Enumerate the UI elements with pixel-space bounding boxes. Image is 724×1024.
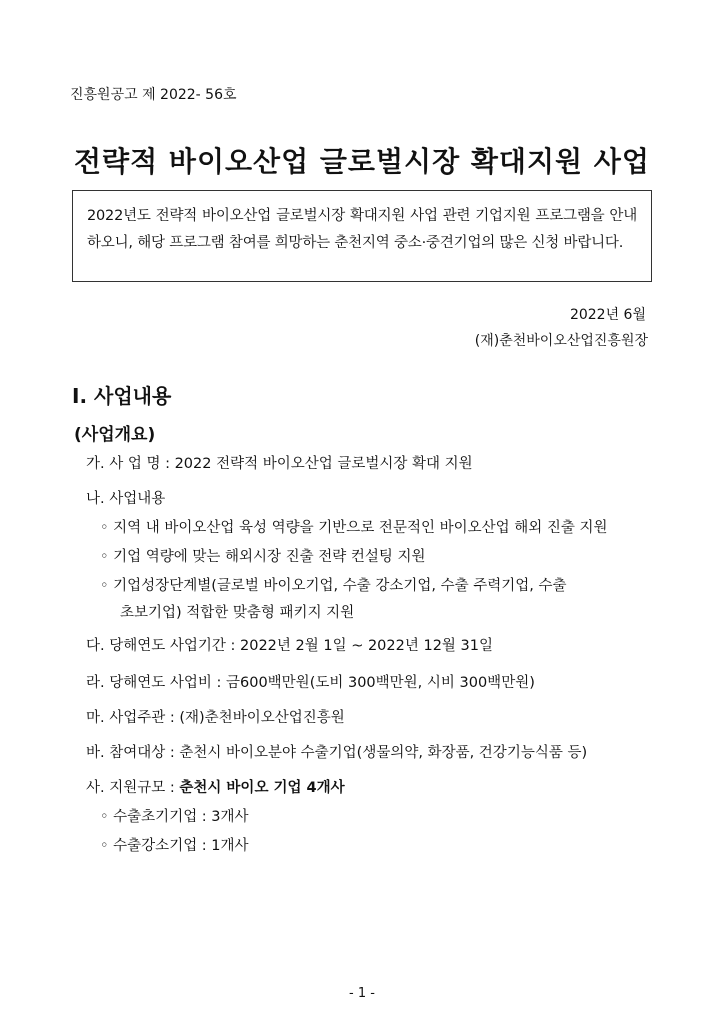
item-sa-label: 사. 지원규모 : [86, 780, 180, 796]
item-ma: 마. 사업주관 : (재)춘천바이오산업진흥원 [86, 710, 345, 726]
sa-bullet: ◦ 수출강소기업 : 1개사 [100, 838, 249, 854]
item-sa [86, 776, 345, 797]
sa-bullet: ◦ 수출초기기업 : 3개사 [100, 809, 249, 825]
notice-date: 2022년 6월 [569, 307, 646, 323]
item-ba: 바. 참여대상 : 춘천시 바이오분야 수출기업(생물의약, 화장품, 건강기능식품 등) [86, 745, 588, 761]
na-bullet: ◦ 기업 역량에 맞는 해외시장 진출 전략 컨설팅 지원 [100, 549, 426, 565]
notice-number: 진흥원공고 제 2022- 56호 [70, 87, 237, 103]
intro-box: 2022년도 전략적 바이오산업 글로벌시장 확대지원 사업 관련 기업지원 프로그램을 안내하오니, 해당 프로그램 참여를 희망하는 춘천지역 중소·중견기업의 많은 신청 바랍니다. [72, 190, 652, 282]
na-bullet: ◦ 기업성장단계별(글로벌 바이오기업, 수출 강소기업, 수출 주력기업, 수출 [100, 578, 567, 594]
item-da: 다. 당해연도 사업기간 : 2022년 2월 1일 ~ 2022년 12월 31일 [86, 638, 493, 654]
item-ga: 가. 사 업 명 : 2022 전략적 바이오산업 글로벌시장 확대 지원 [86, 456, 473, 472]
subsection-title: (사업개요) [74, 425, 156, 445]
page-title: 전략적 바이오산업 글로벌시장 확대지원 사업 [74, 145, 650, 178]
na-bullet-continuation: 초보기업) 적합한 맞춤형 패키지 지원 [120, 605, 355, 621]
issuing-organization: (재)춘천바이오산업진흥원장 [474, 333, 648, 349]
item-sa-value: 춘천시 바이오 기업 4개사 [179, 780, 345, 796]
na-bullet: ◦ 지역 내 바이오산업 육성 역량을 기반으로 전문적인 바이오산업 해외 진출 지원 [100, 520, 608, 536]
section-title: Ⅰ. 사업내용 [72, 384, 172, 408]
item-ra: 라. 당해연도 사업비 : 금600백만원(도비 300백만원, 시비 300백만원) [86, 675, 535, 691]
item-na: 나. 사업내용 [86, 491, 166, 507]
page-number: - 1 - [349, 986, 375, 1001]
